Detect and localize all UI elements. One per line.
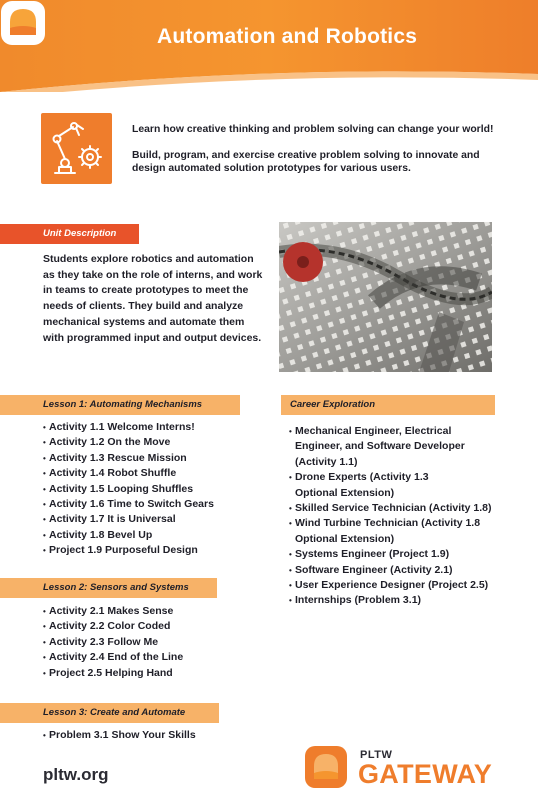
list-item: • Activity 2.4 End of the Line (43, 650, 183, 665)
career-line: Wind Turbine Technician (Activity 1.8 (295, 517, 481, 530)
list-item: • Activity 1.5 Looping Shuffles (43, 482, 214, 497)
lesson2-heading: Lesson 2: Sensors and Systems (0, 578, 217, 598)
career-line: (Activity 1.1) (295, 455, 358, 468)
list-item: • Project 1.9 Purposeful Design (43, 543, 214, 558)
list-item (289, 563, 509, 578)
pltw-gateway-logo (305, 746, 505, 790)
brand-big-text: GATEWAY (358, 759, 493, 789)
list-item: • Activity 1.1 Welcome Interns! (43, 420, 214, 435)
list-item (289, 424, 509, 470)
list-item (289, 470, 509, 501)
lesson1-heading: Lesson 1: Automating Mechanisms (0, 395, 240, 415)
list-item: • Activity 1.3 Rescue Mission (43, 451, 214, 466)
career-line: Engineer, and Software Developer (295, 440, 465, 453)
list-item (289, 501, 509, 516)
list-item: • Activity 2.1 Makes Sense (43, 604, 183, 619)
gateway-logo-icon (0, 0, 46, 46)
intro-tagline: Learn how creative thinking and problem solving can change your world! (132, 124, 494, 135)
lesson3-list (43, 728, 196, 743)
list-item (289, 547, 509, 562)
career-line: Mechanical Engineer, Electrical (295, 425, 452, 437)
footer-url-link[interactable]: pltw.org (43, 765, 109, 784)
career-line: Optional Extension) (295, 532, 395, 545)
career-line: Internships (Problem 3.1) (295, 594, 422, 607)
list-item (289, 578, 509, 593)
list-item: • Problem 3.1 Show Your Skills (43, 728, 196, 743)
career-line: Software Engineer (Activity 2.1) (295, 563, 453, 576)
lesson3-heading: Lesson 3: Create and Automate (0, 703, 219, 723)
lesson1-list (43, 420, 214, 559)
page-header (0, 0, 538, 92)
intro-summary: Build, program, and exercise creative problem solving to innovate and design automated solution prototypes for various users. (132, 149, 480, 174)
career-heading: Career Exploration (281, 395, 495, 415)
career-line: Systems Engineer (Project 1.9) (295, 548, 450, 561)
career-list (289, 424, 509, 609)
list-item: • Activity 1.4 Robot Shuffle (43, 466, 214, 481)
gateway-logo-icon (305, 746, 347, 788)
list-item: • Activity 1.6 Time to Switch Gears (43, 497, 214, 512)
list-item (289, 593, 509, 608)
career-line: User Experience Designer (Project 2.5) (295, 579, 489, 592)
robot-chain-photo (279, 222, 492, 372)
unit-description-heading: Unit Description (0, 224, 139, 244)
list-item (289, 516, 509, 547)
list-item: • Activity 1.2 On the Move (43, 435, 214, 450)
career-line: Optional Extension) (295, 486, 395, 499)
career-line: Drone Experts (Activity 1.3 (295, 471, 429, 484)
career-line: Skilled Service Technician (Activity 1.8) (295, 502, 492, 515)
intro-text (132, 123, 512, 188)
list-item: • Activity 2.3 Follow Me (43, 635, 183, 650)
page-title: Automation and Robotics (157, 25, 418, 48)
unit-description-text: Students explore robotics and automation as they take on the role of interns, and work in teams to create prototypes to meet the needs of clients. They build and analyze mechanical systems and automate them with programmed input and output devices. (43, 253, 263, 344)
list-item: • Activity 2.2 Color Coded (43, 619, 183, 634)
robot-arm-gear-icon (41, 113, 112, 184)
list-item: • Project 2.5 Helping Hand (43, 666, 183, 681)
list-item: • Activity 1.8 Bevel Up (43, 528, 214, 543)
brand-small-text: PLTW (360, 749, 393, 761)
lesson2-list (43, 604, 183, 681)
list-item: • Activity 1.7 It is Universal (43, 512, 214, 527)
